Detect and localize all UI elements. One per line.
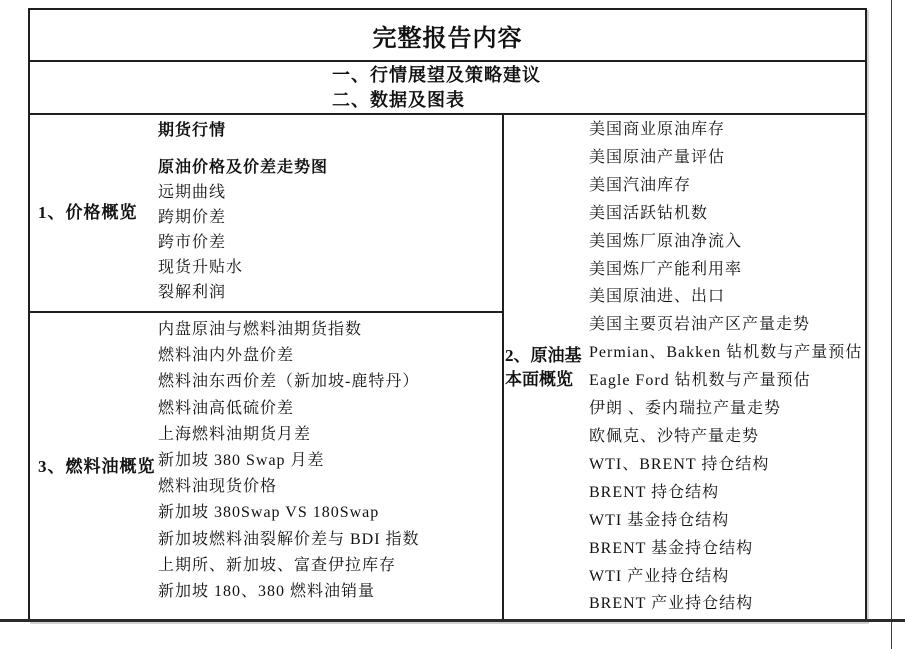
report-item: 美国原油产量评估 (589, 148, 726, 166)
report-item: 裂解利润 (158, 284, 227, 301)
report-item: 美国活跃钻机数 (589, 204, 709, 222)
report-item: 跨期价差 (158, 209, 227, 226)
toc-row (30, 62, 865, 115)
report-item: 美国炼厂产能利用率 (589, 260, 743, 278)
report-table (28, 8, 867, 622)
report-item: 燃料油东西价差（新加坡-鹿特丹） (158, 373, 420, 391)
section-price-items (158, 115, 502, 311)
report-item: BRENT 持仓结构 (589, 483, 720, 501)
page-edge-vertical-rule (891, 0, 892, 649)
report-item: 燃料油高低硫价差 (158, 399, 295, 417)
section-fuel-items (158, 313, 502, 620)
report-item: 美国炼厂原油净流入 (589, 232, 743, 250)
report-item: 美国汽油库存 (589, 176, 692, 194)
report-item: WTI、BRENT 持仓结构 (589, 455, 770, 473)
report-item: 远期曲线 (158, 184, 227, 201)
report-item: 原油价格及价差走势图 (158, 159, 329, 176)
report-item: 新加坡 380Swap VS 180Swap (158, 504, 380, 522)
report-item: 上海燃料油期货月差 (158, 425, 312, 443)
section-crude-label: 2、原油基本面概览 (505, 345, 582, 389)
report-item: Permian、Bakken 钻机数与产量预估 (589, 344, 863, 362)
report-item: 燃料油现货价格 (158, 478, 278, 496)
report-item: 美国商业原油库存 (589, 121, 726, 138)
report-item: 新加坡 180、380 燃料油销量 (158, 583, 376, 601)
report-item: 跨市价差 (158, 234, 227, 251)
report-item: Eagle Ford 钻机数与产量预估 (589, 372, 811, 390)
report-item: 燃料油内外盘价差 (158, 347, 295, 365)
report-item: 新加坡 380 Swap 月差 (158, 452, 325, 470)
section-fuel-label: 3、燃料油概览 (38, 456, 156, 476)
section-price-label: 1、价格概览 (38, 203, 138, 222)
report-item: 美国原油进、出口 (589, 288, 726, 306)
report-item: BRENT 产业持仓结构 (589, 595, 754, 613)
section-fuel-overview (30, 313, 502, 620)
report-item: 新加坡燃料油裂解价差与 BDI 指数 (158, 530, 420, 548)
report-item: WTI 产业持仓结构 (589, 567, 730, 585)
report-item: 美国主要页岩油产区产量走势 (589, 316, 811, 334)
report-item: 期货行情 (158, 122, 227, 139)
section-crude-items (589, 115, 865, 620)
toc-line-1: 一、行情展望及策略建议 (332, 64, 541, 85)
report-item: 伊朗 、委内瑞拉产量走势 (589, 400, 782, 418)
left-column (30, 115, 504, 620)
report-item: 上期所、新加坡、富查伊拉库存 (158, 556, 397, 574)
report-body (30, 115, 865, 620)
page-edge-horizontal-rule (0, 619, 905, 622)
report-title-row (30, 10, 865, 62)
report-item: BRENT 基金持仓结构 (589, 539, 754, 557)
right-column (504, 115, 865, 620)
report-item: 内盘原油与燃料油期货指数 (158, 321, 363, 338)
report-item: 现货升贴水 (158, 259, 244, 276)
section-price-overview (30, 115, 502, 313)
report-item: 欧佩克、沙特产量走势 (589, 427, 760, 445)
section-crude-overview (504, 115, 865, 620)
page-title: 完整报告内容 (372, 24, 523, 52)
report-item: WTI 基金持仓结构 (589, 511, 730, 529)
toc-line-2: 二、数据及图表 (332, 89, 465, 110)
